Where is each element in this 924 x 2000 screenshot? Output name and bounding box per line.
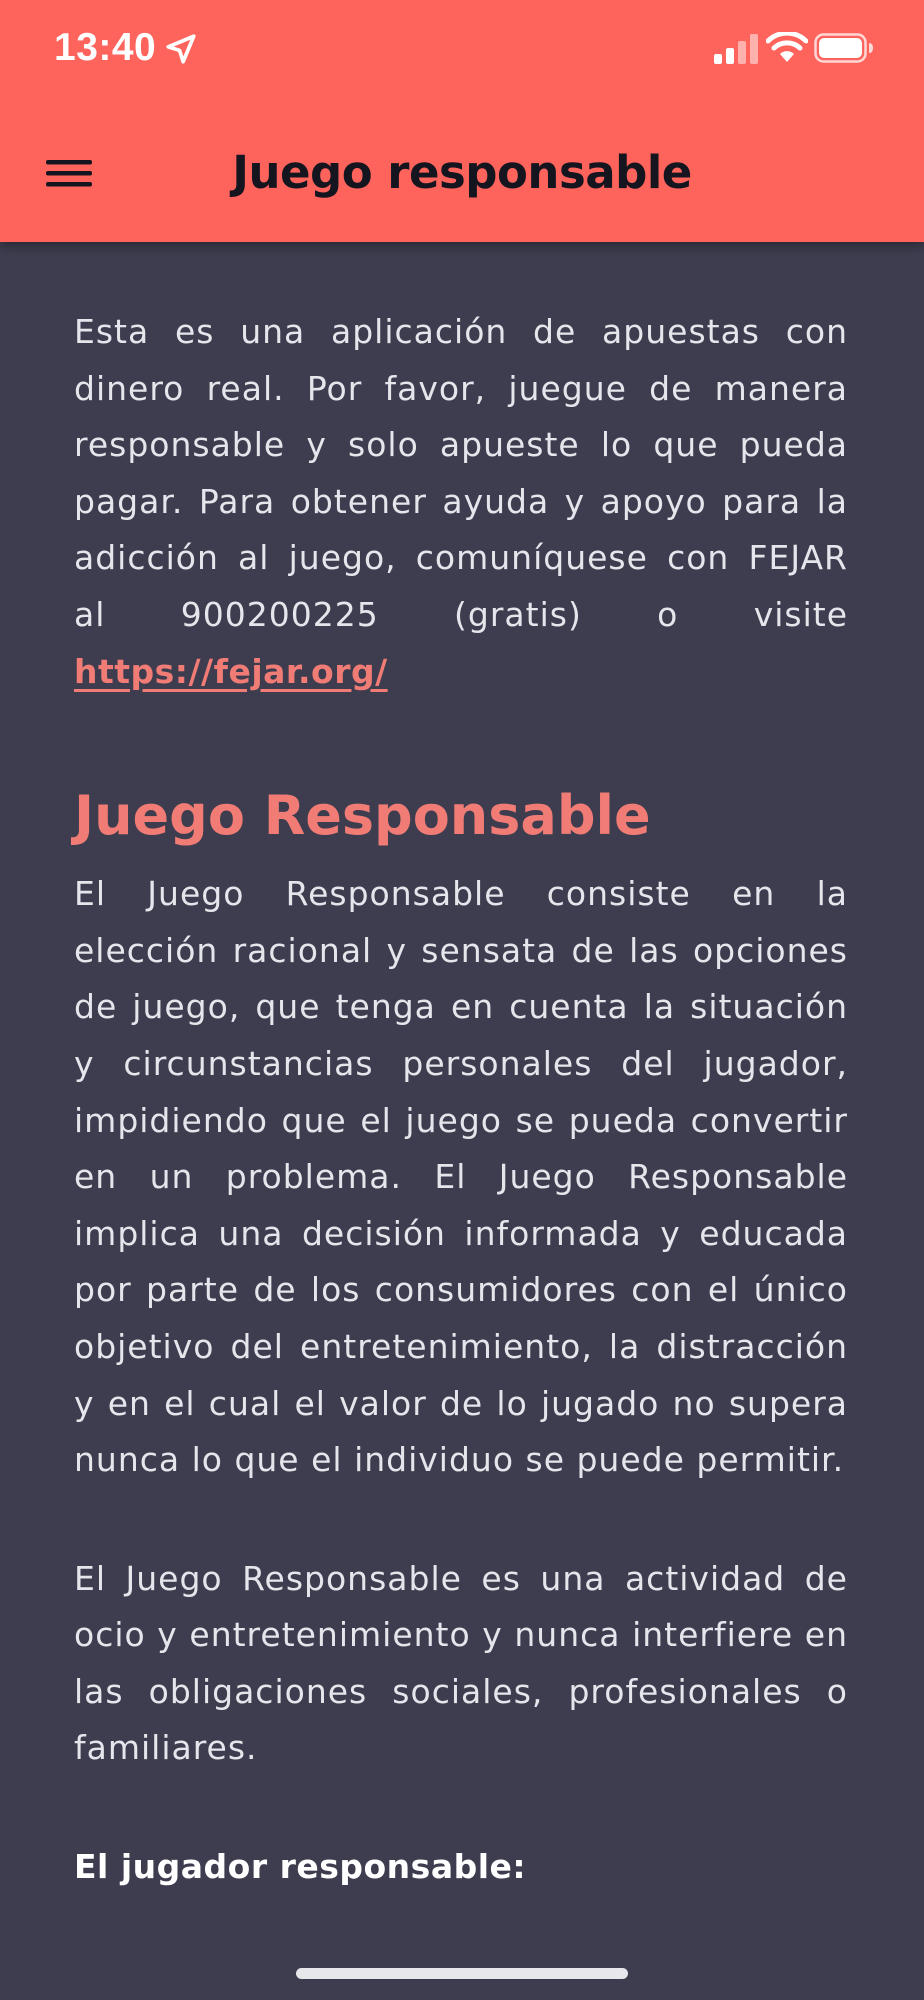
- battery-icon: [814, 33, 874, 63]
- home-indicator[interactable]: [296, 1968, 628, 1979]
- subheading: El jugador responsable:: [74, 1847, 527, 1887]
- intro-paragraph: [74, 304, 848, 700]
- paragraph-2: El Juego Responsable es una actividad de ocio y entretenimiento y nunca interfiere en las obligaciones sociales, profesionales o familiares.: [74, 1558, 848, 1768]
- intro-text: Esta es una aplicación de apuestas con dinero real. Por favor, juegue de manera responsable y solo apueste lo que pueda pagar. Para obtener ayuda y apoyo para la adicción al juego, comuníquese con FEJAR al 900200225 (gratis) o visite: [74, 312, 848, 634]
- page-title: Juego responsable: [232, 146, 692, 199]
- fejar-link[interactable]: https://fejar.org/: [74, 651, 388, 691]
- location-arrow-icon: [164, 32, 198, 66]
- status-time: 13:40: [54, 26, 157, 69]
- wifi-icon: [766, 32, 808, 64]
- section-heading: Juego Responsable: [74, 784, 651, 848]
- paragraph-1: El Juego Responsable consiste en la elección racional y sensata de las opciones de juego, que tenga en cuenta la situación y circunstancias personales del jugador, impidiendo que el juego se pueda convertir en un problema. El Juego Responsable implica una decisión informada y educada por parte de los consumidores con el único objetivo del entretenimiento, la distracción y en el cual el valor de lo jugado no supera nunca lo que el individuo se puede permitir.: [74, 874, 848, 1480]
- app-header: [0, 0, 924, 242]
- content-area: [74, 304, 848, 1896]
- cellular-signal-icon: [712, 34, 762, 64]
